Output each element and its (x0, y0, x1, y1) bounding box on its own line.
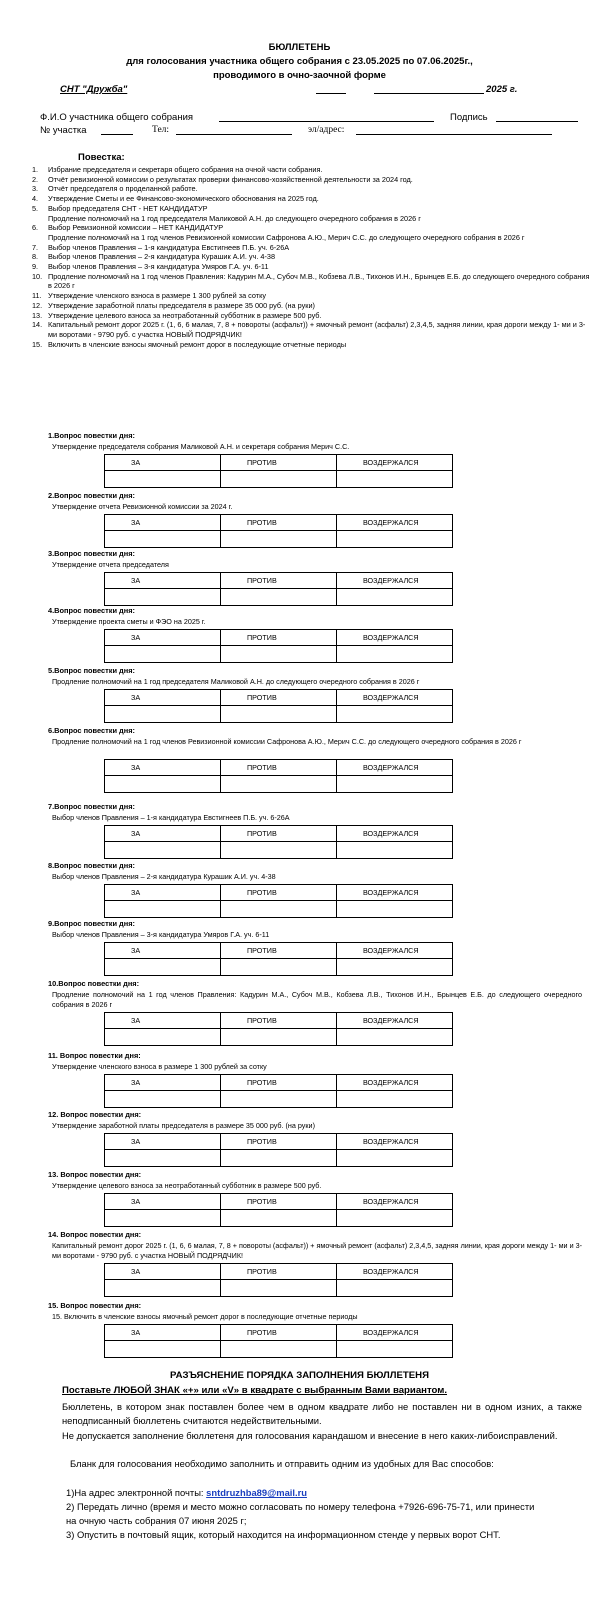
question-title: 14. Вопрос повестки дня: (48, 1230, 142, 1239)
question-title: 6.Вопрос повестки дня: (48, 726, 135, 735)
vote-label-against: ПРОТИВ (221, 515, 337, 531)
vote-table (104, 514, 453, 548)
vote-table (104, 1012, 453, 1046)
vote-table (104, 942, 453, 976)
question-title: 8.Вопрос повестки дня: (48, 861, 135, 870)
vote-label-for: ЗА (105, 1013, 221, 1029)
vote-box-for[interactable] (105, 1280, 221, 1297)
vote-label-for: ЗА (105, 455, 221, 471)
question-text: Утверждение председателя собрания Маликовой А.Н. и секретаря собрания Мерич С.С. (52, 442, 350, 451)
agenda-item-number: 14. (32, 320, 43, 330)
question-title: 12. Вопрос повестки дня: (48, 1110, 142, 1119)
agenda-item-text: Отчёт председателя о проделанной работе. (48, 184, 198, 194)
vote-label-abstain: ВОЗДЕРЖАЛСЯ (337, 1075, 453, 1091)
instructions-p3: Бланк для голосования необходимо заполнить и отправить одним из удобных для Вас способов: (70, 1458, 494, 1469)
agenda-item-text: Выбор членов Правления – 2-я кандидатура Курашик А.И. уч. 4-38 (48, 252, 276, 262)
vote-box-abstain[interactable] (337, 776, 453, 793)
vote-box-against[interactable] (221, 589, 337, 606)
ballot-title: БЮЛЛЕТЕНЬ (268, 42, 331, 53)
question-title: 13. Вопрос повестки дня: (48, 1170, 142, 1179)
question-text: Утверждение членского взноса в размере 1 300 рублей за сотку (52, 1062, 267, 1071)
question-title: 2.Вопрос повестки дня: (48, 491, 135, 500)
agenda-item (32, 262, 592, 272)
agenda-item-number: 9. (32, 262, 39, 272)
vote-label-for: ЗА (105, 1134, 221, 1150)
agenda-item-text: Включить в членские взносы ямочный ремонт дорог в последующие отчетные периоды (48, 339, 347, 349)
vote-label-for: ЗА (105, 1194, 221, 1210)
agenda-item-number: 7. (32, 242, 39, 252)
question-title: 15. Вопрос повестки дня: (48, 1301, 142, 1310)
phone-label: Тел: (152, 125, 170, 135)
plot-field[interactable] (101, 134, 133, 135)
vote-box-against[interactable] (221, 842, 337, 859)
agenda-item-number (32, 233, 48, 243)
agenda-item-text: Продление полномочий на 1 год членов Ревизионной комиссии Сафронова А.Ю., Мерич С.С. до следующего очередного собрания в 2026 г (48, 232, 525, 242)
agenda-item (32, 184, 592, 194)
vote-label-for: ЗА (105, 690, 221, 706)
agenda-item-number: 1. (32, 165, 39, 174)
phone-field[interactable] (176, 134, 292, 135)
vote-box-for[interactable] (105, 589, 221, 606)
vote-table (104, 1193, 453, 1227)
vote-label-against: ПРОТИВ (221, 943, 337, 959)
vote-table (104, 825, 453, 859)
ballot-subtitle-2: проводимого в очно-заочной форме (213, 70, 386, 81)
agenda-item-number: 11. (32, 291, 42, 301)
vote-label-abstain: ВОЗДЕРЖАЛСЯ (337, 690, 453, 706)
vote-label-for: ЗА (105, 630, 221, 646)
vote-label-for: ЗА (105, 760, 221, 776)
vote-label-for: ЗА (105, 943, 221, 959)
ballot-year: 2025 г. (486, 84, 518, 95)
agenda-item-number: 2. (32, 174, 39, 184)
agenda-item-text: Избрание председателя и секретаря общего собрания на очной части собрания. (48, 165, 323, 174)
vote-table (104, 1324, 453, 1358)
question-text: Утверждение целевого взноса за неотработанный субботник в размере 500 руб. (52, 1181, 322, 1190)
vote-label-abstain: ВОЗДЕРЖАЛСЯ (337, 455, 453, 471)
vote-label-for: ЗА (105, 515, 221, 531)
instructions-mark: Поставьте ЛЮБОЙ ЗНАК «+» или «V» в квадрате с выбранным Вами вариантом. (62, 1385, 448, 1396)
opt1-prefix: 1)На адрес электронной почты: (66, 1487, 207, 1498)
vote-box-against[interactable] (221, 959, 337, 976)
vote-box-for[interactable] (105, 776, 221, 793)
vote-box-against[interactable] (221, 1341, 337, 1358)
vote-label-against: ПРОТИВ (221, 1075, 337, 1091)
question-text: 15. Включить в членские взносы ямочный ремонт дорог в последующие отчетные периоды (52, 1312, 358, 1321)
vote-box-for[interactable] (105, 1341, 221, 1358)
agenda-item-number: 3. (32, 184, 39, 194)
agenda-item (32, 194, 592, 204)
vote-table (104, 629, 453, 663)
vote-box-abstain[interactable] (337, 1091, 453, 1108)
vote-box-against[interactable] (221, 646, 337, 663)
agenda-item (32, 301, 592, 311)
vote-box-against[interactable] (221, 901, 337, 918)
vote-label-abstain: ВОЗДЕРЖАЛСЯ (337, 1264, 453, 1280)
vote-label-against: ПРОТИВ (221, 690, 337, 706)
agenda-item-number: 5. (32, 203, 39, 213)
vote-box-abstain[interactable] (337, 531, 453, 548)
agenda-item-text: Выбор членов Правления – 3-я кандидатура Умяров Г.А. уч. 6-11 (48, 262, 269, 272)
vote-label-against: ПРОТИВ (221, 1325, 337, 1341)
vote-label-against: ПРОТИВ (221, 1194, 337, 1210)
agenda-item (32, 291, 592, 301)
question-text: Утверждение заработной платы председателя в размере 35 000 руб. (на руки) (52, 1121, 315, 1130)
question-title: 1.Вопрос повестки дня: (48, 431, 135, 440)
vote-table (104, 689, 453, 723)
vote-box-for[interactable] (105, 1029, 221, 1046)
question-text: Выбор членов Правления – 3-я кандидатура Умяров Г.А. уч. 6-11 (52, 930, 270, 939)
plot-label: № участка (40, 125, 87, 136)
org-name: СНТ "Дружба" (60, 84, 128, 95)
email-field[interactable] (356, 134, 552, 135)
vote-label-against: ПРОТИВ (221, 1013, 337, 1029)
vote-box-for[interactable] (105, 1091, 221, 1108)
agenda-list (32, 165, 592, 349)
question-title: 11. Вопрос повестки дня: (48, 1051, 141, 1060)
question-title: 9.Вопрос повестки дня: (48, 919, 135, 928)
agenda-item-text: Утверждение Сметы и ее Финансово-экономического обоснования на 2025 год. (48, 194, 319, 204)
agenda-item-text: Капитальный ремонт дорог 2025 г. (1, 6, 6 малая, 7, 8 + повороты (асфальт)) + ямочный ремонт (асфальт) 2,3,4,5, задняя линии, края дороги между 1- ми и 3- ми воротами - 9790 руб. с участка НОВЫЙ ПОДРЯДЧИК! (48, 320, 586, 339)
instructions-title: РАЗЪЯСНЕНИЕ ПОРЯДКА ЗАПОЛНЕНИЯ БЮЛЛЕТЕНЯ (170, 1370, 429, 1381)
vote-label-against: ПРОТИВ (221, 455, 337, 471)
agenda-item (32, 311, 592, 321)
vote-label-against: ПРОТИВ (221, 1134, 337, 1150)
vote-box-against[interactable] (221, 706, 337, 723)
vote-label-for: ЗА (105, 1264, 221, 1280)
agenda-item-number: 13. (32, 310, 43, 320)
vote-table (104, 454, 453, 488)
agenda-item-number: 15. (32, 339, 43, 349)
agenda-item (32, 214, 592, 224)
vote-label-for: ЗА (105, 573, 221, 589)
vote-label-against: ПРОТИВ (221, 885, 337, 901)
email-link[interactable]: sntdruzhba89@mail.ru (206, 1487, 307, 1498)
vote-box-against[interactable] (221, 1280, 337, 1297)
vote-table (104, 572, 453, 606)
vote-label-abstain: ВОЗДЕРЖАЛСЯ (337, 943, 453, 959)
agenda-item-number: 6. (32, 223, 39, 233)
vote-box-abstain[interactable] (337, 901, 453, 918)
agenda-item-text: Выбор членов Правления – 1-я кандидатура Евстигнеев П.Б. уч. 6-26А (48, 242, 290, 252)
vote-label-for: ЗА (105, 1075, 221, 1091)
question-text: Продление полномочий на 1 год членов Ревизионной комиссии Сафронова А.Ю., Мерич С.С. до следующего очередного собрания в 2026 г (52, 737, 522, 746)
agenda-item (32, 252, 592, 262)
vote-box-for[interactable] (105, 842, 221, 859)
agenda-item (32, 233, 592, 243)
vote-box-abstain[interactable] (337, 589, 453, 606)
vote-label-abstain: ВОЗДЕРЖАЛСЯ (337, 760, 453, 776)
vote-box-against[interactable] (221, 1210, 337, 1227)
agenda-item-text: Утверждение целевого взноса за неотработанный субботник в размере 500 руб. (48, 310, 322, 320)
vote-box-against[interactable] (221, 1150, 337, 1167)
vote-box-abstain[interactable] (337, 1210, 453, 1227)
agenda-item (32, 320, 592, 339)
vote-label-abstain: ВОЗДЕРЖАЛСЯ (337, 1325, 453, 1341)
question-title: 4.Вопрос повестки дня: (48, 606, 135, 615)
agenda-item-text: Отчёт ревизионной комиссии о результатах проверки финансово-хозяйственной деятельности за 2024 год. (48, 174, 413, 184)
signature-field[interactable] (496, 121, 578, 122)
agenda-item-text: Продление полномочий на 1 год председателя Маликовой А.Н. до следующего очередного собрания в 2026 г (48, 213, 421, 223)
vote-label-abstain: ВОЗДЕРЖАЛСЯ (337, 1134, 453, 1150)
agenda-item-text: Продление полномочий на 1 год членов Правления: Кадурин М.А., Субоч М.В., Кобзева Л.В., Тихонов И.Н., Брынцев Е.Б. до следующего очередного собрания в 2026 г (48, 271, 590, 291)
vote-label-against: ПРОТИВ (221, 760, 337, 776)
vote-box-against[interactable] (221, 1029, 337, 1046)
vote-label-abstain: ВОЗДЕРЖАЛСЯ (337, 630, 453, 646)
instructions-opt3: 3) Опустить в почтовый ящик, который находится на информационном стенде у первых ворот СНТ. (66, 1529, 501, 1540)
vote-label-abstain: ВОЗДЕРЖАЛСЯ (337, 826, 453, 842)
vote-label-against: ПРОТИВ (221, 1264, 337, 1280)
agenda-item (32, 340, 592, 350)
agenda-item-text: Утверждение заработной платы председателя в размере 35 000 руб. (на руки) (48, 300, 315, 310)
date-blank-2[interactable] (374, 93, 484, 94)
question-text: Утверждение проекта сметы и ФЭО на 2025 г. (52, 617, 206, 626)
question-text: Выбор членов Правления – 2-я кандидатура Курашик А.И. уч. 4-38 (52, 872, 276, 881)
agenda-item (32, 204, 592, 214)
instructions-p2: Не допускается заполнение бюллетеня для голосования карандашом и внесение в него каких-либоисправлений. (62, 1430, 558, 1441)
vote-label-for: ЗА (105, 1325, 221, 1341)
vote-box-against[interactable] (221, 1091, 337, 1108)
email-label: эл/адрес: (308, 125, 345, 135)
vote-box-for[interactable] (105, 646, 221, 663)
vote-table (104, 1263, 453, 1297)
ballot-subtitle: для голосования участника общего собрания с 23.05.2025 по 07.06.2025г., (126, 56, 473, 67)
agenda-heading: Повестка: (78, 152, 125, 163)
fio-label: Ф.И.О участника общего собрания (40, 112, 194, 123)
vote-box-for[interactable] (105, 959, 221, 976)
vote-label-against: ПРОТИВ (221, 573, 337, 589)
vote-box-against[interactable] (221, 471, 337, 488)
question-text: Утверждение отчета Ревизионной комиссии за 2024 г. (52, 502, 233, 511)
vote-box-abstain[interactable] (337, 1150, 453, 1167)
fio-field[interactable] (219, 121, 434, 122)
agenda-item-text: Утверждение членского взноса в размере 1 300 рублей за сотку (48, 291, 267, 301)
question-text: Капитальный ремонт дорог 2025 г. (1, 6, 6 малая, 7, 8 + повороты (асфальт)) + ямочный ремонт (асфальт) 2,3,4,5, задняя линии, края дороги между 1- ми и 3- ми воротами - 9790 руб. с участка НОВЫЙ ПОДРЯДЧИК! (52, 1241, 582, 1260)
vote-box-for[interactable] (105, 1210, 221, 1227)
agenda-item-number: 4. (32, 194, 39, 204)
vote-table (104, 884, 453, 918)
vote-label-abstain: ВОЗДЕРЖАЛСЯ (337, 1194, 453, 1210)
agenda-item-number: 10. (32, 271, 43, 281)
vote-table (104, 1074, 453, 1108)
vote-box-against[interactable] (221, 776, 337, 793)
question-title: 3.Вопрос повестки дня: (48, 549, 135, 558)
vote-label-against: ПРОТИВ (221, 630, 337, 646)
vote-label-abstain: ВОЗДЕРЖАЛСЯ (337, 1013, 453, 1029)
agenda-item-text: Выбор Ревизионной комиссии – НЕТ КАНДИДАТУР (48, 223, 224, 233)
question-text: Выбор членов Правления – 1-я кандидатура Евстигнеев П.Б. уч. 6-26А (52, 813, 290, 822)
question-title: 7.Вопрос повестки дня: (48, 802, 135, 811)
question-text: Утверждение отчета председателя (52, 560, 169, 569)
vote-label-abstain: ВОЗДЕРЖАЛСЯ (337, 573, 453, 589)
signature-label: Подпись (450, 112, 488, 123)
vote-box-for[interactable] (105, 531, 221, 548)
vote-box-for[interactable] (105, 901, 221, 918)
vote-box-for[interactable] (105, 706, 221, 723)
instructions-opt1 (66, 1486, 586, 1500)
agenda-item (32, 175, 592, 185)
agenda-item (32, 223, 592, 233)
vote-label-abstain: ВОЗДЕРЖАЛСЯ (337, 515, 453, 531)
question-title: 10.Вопрос повестки дня: (48, 979, 140, 988)
vote-box-for[interactable] (105, 1150, 221, 1167)
vote-box-abstain[interactable] (337, 959, 453, 976)
agenda-item-number: 12. (32, 300, 43, 310)
vote-box-abstain[interactable] (337, 1280, 453, 1297)
vote-box-abstain[interactable] (337, 646, 453, 663)
instructions-p1: Бюллетень, в котором знак поставлен более чем в одном квадрате либо не поставлен ни в одном изних, а также неподписанный бюллетень считаются недействительными. (62, 1401, 582, 1427)
vote-box-abstain[interactable] (337, 471, 453, 488)
agenda-item-number (32, 214, 48, 224)
agenda-item-number: 8. (32, 252, 39, 262)
vote-label-against: ПРОТИВ (221, 826, 337, 842)
vote-table (104, 759, 453, 793)
date-blank-1[interactable] (316, 93, 346, 94)
vote-label-for: ЗА (105, 826, 221, 842)
vote-box-abstain[interactable] (337, 1029, 453, 1046)
vote-box-against[interactable] (221, 531, 337, 548)
agenda-item (32, 272, 592, 291)
agenda-item (32, 165, 592, 175)
question-text: Продление полномочий на 1 год членов Правления: Кадурин М.А., Субоч М.В., Кобзева Л.В., Тихонов И.Н., Брынцев Е.Б. до следующего очередного собрания в 2026 г (52, 990, 582, 1009)
vote-box-abstain[interactable] (337, 1341, 453, 1358)
vote-label-for: ЗА (105, 885, 221, 901)
vote-table (104, 1133, 453, 1167)
vote-box-for[interactable] (105, 471, 221, 488)
vote-label-abstain: ВОЗДЕРЖАЛСЯ (337, 885, 453, 901)
question-title: 5.Вопрос повестки дня: (48, 666, 135, 675)
agenda-item (32, 243, 592, 253)
agenda-item-text: Выбор председателя СНТ - НЕТ КАНДИДАТУР (48, 203, 208, 213)
vote-box-abstain[interactable] (337, 842, 453, 859)
instructions-opt2: 2) Передать лично (время и место можно согласовать по номеру телефона +7926-696-75-71, или принести на очную часть собрания 07 июня 2025 г; (66, 1501, 535, 1527)
vote-box-abstain[interactable] (337, 706, 453, 723)
question-text: Продление полномочий на 1 год председателя Маликовой А.Н. до следующего очередного собрания в 2026 г (52, 677, 420, 686)
